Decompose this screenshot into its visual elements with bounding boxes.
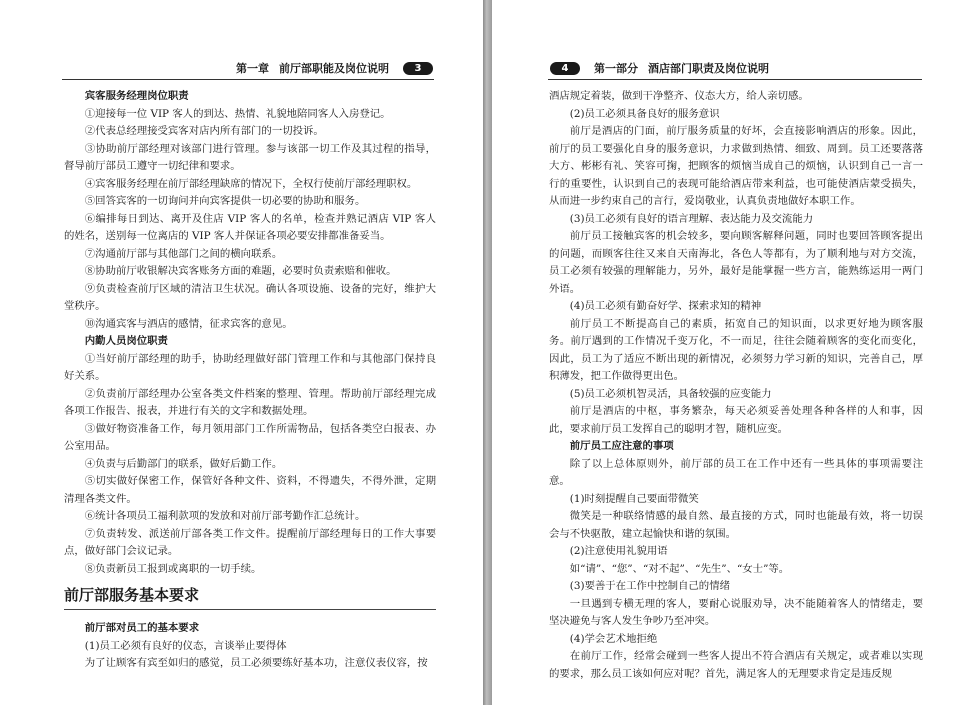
left-running-header	[236, 60, 433, 76]
paragraph: (2)注意使用礼貌用语	[569, 545, 668, 557]
book-spine	[483, 0, 492, 705]
right-page	[492, 0, 979, 705]
paragraph: ⑥编排每日到达、离开及住店 VIP 客人的名单，检查并熟记酒店 VIP 客人的姓名，送别每一位离店的 VIP 客人并保证各项必要安排都准备妥当。	[64, 212, 436, 242]
paragraph: (3)员工必须有良好的语言理解、表达能力及交流能力	[569, 212, 814, 225]
part-label: 第一部分	[594, 62, 638, 75]
paragraph: ⑦沟通前厅部与其他部门之间的横向联系。	[84, 247, 283, 260]
subsection-heading: 前厅员工应注意的事项	[569, 440, 674, 452]
paragraph: ④宾客服务经理在前厅部经理缺席的情况下，全权行使前厅部经理职权。	[84, 177, 418, 190]
left-page-body	[64, 88, 436, 673]
chapter-label: 第一章	[236, 62, 269, 75]
chapter-title: 前厅部职能及岗位说明	[279, 62, 389, 75]
paragraph: ①迎接每一位 VIP 客人的到达、热情、礼貌地陪同客人入房登记。	[84, 107, 391, 120]
paragraph: 为了让顾客有宾至如归的感觉，员工必须要练好基本功，注意仪表仪容，按	[84, 657, 428, 669]
paragraph: 前厅员工不断提高自己的素质，拓宽自己的知识面，以求更好地为顾客服务。前厅遇到的工作情况千变万化，不一而足，往往会随着顾客的变化而变化，因此，员工为了适应不断出现的新情况，必须努力学习新的知识，完善自己，厚积薄发，把工作做得更出色。	[549, 317, 923, 382]
paragraph: (4)学会艺术地拒绝	[569, 632, 658, 645]
paragraph: ①当好前厅部经理的助手，协助经理做好部门管理工作和与其他部门保持良好关系。	[64, 352, 436, 382]
paragraph: ⑧协助前厅收银解决宾客账务方面的难题，必要时负责索赔和催收。	[84, 265, 397, 277]
paragraph: (1)时刻提醒自己要面带微笑	[569, 492, 699, 505]
paragraph: 前厅是酒店的门面，前厅服务质量的好坏，会直接影响酒店的形象。因此，前厅的员工要强化自身的服务意识，力求做到热情、细致、周到。员工还要落落大方、彬彬有礼、笑容可掬，把顾客的烦恼当成自己的烦恼，认识到自己一言一行的重要性，认识到自己的表现可能给酒店带来利益，也可能使酒店蒙受损失，从而进一步约束自己的言行，爱岗敬业，认真负责地做好本职工作。	[549, 125, 923, 207]
paragraph: ⑤切实做好保密工作，保管好各种文件、资料，不得遗失，不得外泄，定期清理各类文件。	[64, 475, 436, 505]
paragraph: 酒店规定着装，做到干净整齐、仪态大方，给人亲切感。	[549, 90, 809, 102]
subsection-heading: 宾客服务经理岗位职责	[84, 90, 189, 102]
paragraph: ②负责前厅部经理办公室各类文件档案的整理、管理。帮助前厅部经理完成各项工作报告、报表，并进行有关的文字和数据处理。	[64, 387, 436, 417]
paragraph: 除了以上总体原则外，前厅部的员工在工作中还有一些具体的事项需要注意。	[549, 457, 923, 487]
part-title: 酒店部门职责及岗位说明	[648, 62, 769, 75]
paragraph: 在前厅工作，经常会碰到一些客人提出不符合酒店有关规定，或者难以实现的要求，那么员工该如何应对呢？首先，满足客人的无理要求肯定是违反规	[549, 650, 923, 680]
paragraph: ⑩沟通宾客与酒店的感情，征求宾客的意见。	[84, 317, 293, 330]
paragraph: ③做好物资准备工作，每月领用部门工作所需物品，包括各类空白报表、办公室用品。	[64, 422, 436, 452]
paragraph: ⑨负责检查前厅区域的清洁卫生状况。确认各项设施、设备的完好，维护大堂秩序。	[64, 282, 436, 312]
paragraph: ③协助前厅部经理对该部门进行管理。参与该部一切工作及其过程的指导，督导前厅部员工遵守一切纪律和要求。	[64, 142, 436, 172]
subsection-heading: 内勤人员岗位职责	[84, 335, 168, 347]
section-heading: 前厅部服务基本要求	[64, 584, 436, 610]
paragraph: ⑤回答宾客的一切询问并向宾客提供一切必要的协助和服务。	[84, 195, 366, 207]
subsection-heading: 前厅部对员工的基本要求	[84, 622, 200, 634]
paragraph: ⑧负责新员工报到或离职的一切手续。	[84, 562, 262, 575]
paragraph: 微笑是一种联络情感的最自然、最直接的方式，同时也能最有效，将一切误会与不快驱散，建立起愉快和谐的氛围。	[549, 510, 923, 540]
paragraph: (5)员工必须机智灵活，具备较强的应变能力	[569, 387, 772, 400]
paragraph: ⑦负责转发、派送前厅部各类工作文件。提醒前厅部经理每日的工作大事要点，做好部门会议记录。	[64, 527, 436, 557]
paragraph: 前厅员工接触宾客的机会较多，要向顾客解释问题，同时也要回答顾客提出的问题，而顾客往往又来自天南海北，各色人等都有，为了顺利地与对方交流，员工必须有较强的理解能力，另外，最好是能掌握一些方言，能熟练运用一两门外语。	[549, 230, 923, 295]
left-page	[0, 0, 483, 705]
paragraph: ②代表总经理接受宾客对店内所有部门的一切投诉。	[84, 125, 324, 137]
paragraph: 前厅是酒店的中枢，事务繁杂，每天必须妥善处理各种各样的人和事，因此，要求前厅员工发挥自己的聪明才智，随机应变。	[549, 405, 923, 435]
paragraph: (1)员工必须有良好的仪态，言谈举止要得体	[84, 639, 287, 652]
paragraph: ⑥统计各项员工福利款项的发放和对前厅部考勤作汇总统计。	[84, 510, 366, 522]
paragraph: (4)员工必须有勤奋好学、探索求知的精神	[569, 300, 762, 312]
page-number-badge: 3	[403, 62, 433, 75]
right-page-body	[549, 88, 923, 683]
paragraph: ④负责与后勤部门的联系，做好后勤工作。	[84, 457, 283, 470]
paragraph: (2)员工必须具备良好的服务意识	[569, 107, 720, 120]
header-rule	[548, 79, 922, 80]
right-running-header	[550, 60, 769, 76]
paragraph: (3)要善于在工作中控制自己的情绪	[569, 580, 730, 592]
header-rule	[62, 79, 434, 80]
page-number-badge: 4	[550, 62, 580, 75]
paragraph: 如“请”、“您”、“对不起”、“先生”、“女士”等。	[569, 562, 790, 575]
paragraph: 一旦遇到专横无理的客人，要耐心说服劝导，决不能随着客人的情绪走，要坚决避免与客人发生争吵乃至冲突。	[549, 597, 923, 627]
